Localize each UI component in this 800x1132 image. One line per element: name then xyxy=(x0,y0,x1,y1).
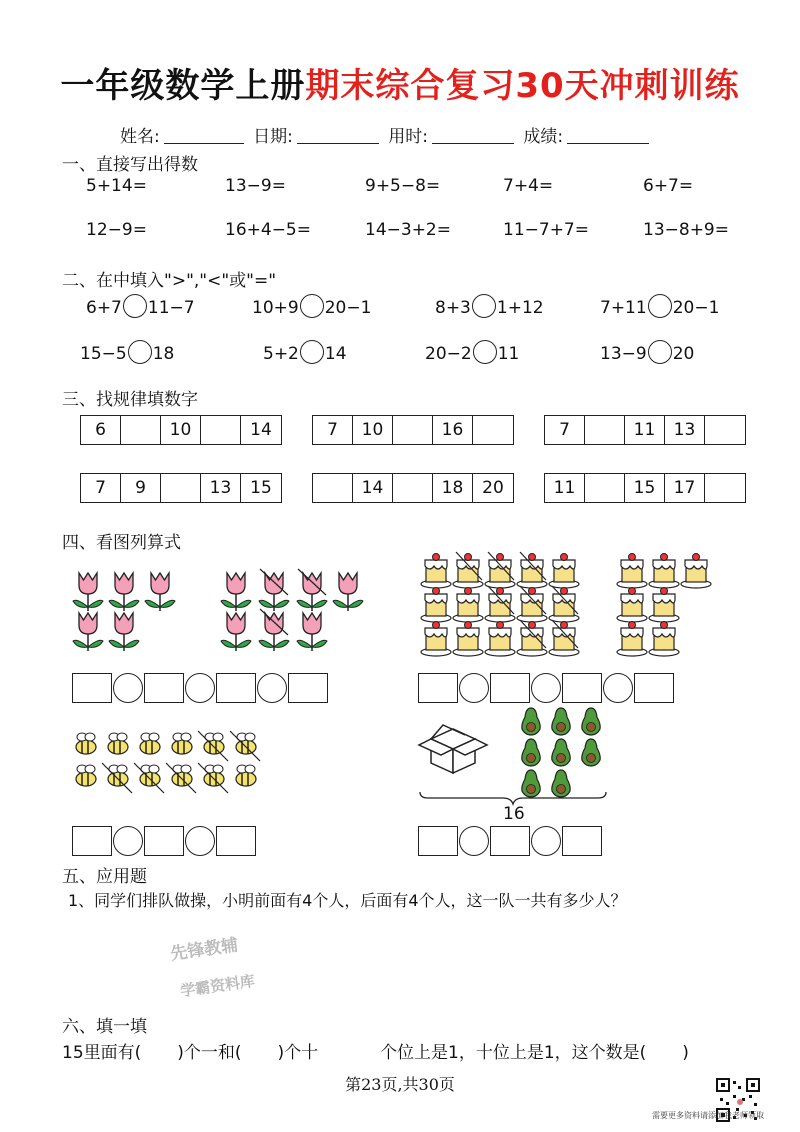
cake-icon xyxy=(649,588,679,623)
bee-icon xyxy=(108,733,128,754)
cake-icon xyxy=(549,622,579,657)
cake-icon xyxy=(681,554,711,589)
eq-1-2: 13−9= xyxy=(225,176,286,196)
answer-box[interactable] xyxy=(418,673,458,703)
seq-cell[interactable]: 14 xyxy=(353,474,393,502)
time-label: 用时: xyxy=(388,127,429,147)
tulip-icon xyxy=(297,613,327,651)
cmp-2-1: 15−5 18 xyxy=(80,340,174,364)
seq-cell[interactable] xyxy=(473,416,513,444)
cake-icon xyxy=(517,622,547,657)
watermark: 学霸资料库 xyxy=(179,971,256,1001)
cake-icon xyxy=(421,622,451,657)
cake-icon xyxy=(485,588,515,623)
bee-picture xyxy=(70,725,275,795)
eq-2-3: 14−3+2= xyxy=(365,220,451,240)
seq-cell[interactable]: 10 xyxy=(353,416,393,444)
section-3-heading: 三、找规律填数字 xyxy=(62,390,198,410)
answer-box[interactable] xyxy=(562,673,602,703)
answer-circle[interactable] xyxy=(123,294,147,318)
cake-icon xyxy=(617,554,647,589)
word-problem-1: 1、同学们排队做操，小明前面有4个人，后面有4个人，这一队一共有多少人？ xyxy=(68,891,627,910)
cake-picture-2 xyxy=(612,550,722,660)
seq-cell[interactable] xyxy=(313,474,353,502)
avocado-icon xyxy=(522,708,540,735)
total-label: 16 xyxy=(503,804,525,824)
answer-row-avocados xyxy=(418,826,602,856)
cake-icon xyxy=(617,588,647,623)
seq-cell[interactable]: 17 xyxy=(665,474,705,502)
watermark: 先锋教辅 xyxy=(169,935,240,965)
cake-icon xyxy=(649,554,679,589)
answer-row-cakes xyxy=(418,673,674,703)
answer-box[interactable] xyxy=(634,673,674,703)
seq-cell[interactable] xyxy=(585,474,625,502)
bee-icon xyxy=(204,733,224,754)
answer-box[interactable] xyxy=(144,673,184,703)
seq-cell[interactable] xyxy=(585,416,625,444)
section-5-heading: 五、应用题 xyxy=(62,867,147,887)
date-label: 日期: xyxy=(253,127,293,147)
seq-cell[interactable] xyxy=(393,416,433,444)
bee-icon xyxy=(204,765,224,786)
sequence-1-2 xyxy=(312,415,514,445)
bee-icon xyxy=(76,765,96,786)
answer-circle[interactable] xyxy=(648,340,672,364)
eq-2-5: 13−8+9= xyxy=(643,220,729,240)
name-field[interactable] xyxy=(164,127,244,144)
cake-icon xyxy=(453,554,483,589)
bee-icon xyxy=(76,733,96,754)
sequence-1-3 xyxy=(544,415,746,445)
operator-circle[interactable] xyxy=(185,826,215,856)
seq-cell[interactable] xyxy=(393,474,433,502)
seq-cell[interactable]: 14 xyxy=(250,420,272,440)
seq-cell[interactable]: 15 xyxy=(250,478,272,498)
footer-note: 需要更多资料请添加我老师领取 xyxy=(652,1111,764,1120)
cmp-2-4: 13−9 20 xyxy=(600,340,694,364)
cake-icon xyxy=(649,622,679,657)
bee-icon xyxy=(140,765,160,786)
page-title xyxy=(0,58,800,107)
seq-cell[interactable]: 18 xyxy=(433,474,473,502)
eq-2-4: 11−7+7= xyxy=(503,220,589,240)
eq-1-1: 5+14= xyxy=(86,176,147,196)
time-field[interactable] xyxy=(432,127,514,144)
title-black: 一年级数学上册 xyxy=(60,66,306,106)
seq-cell[interactable] xyxy=(705,416,745,444)
name-label: 姓名: xyxy=(120,127,160,147)
cmp-1-4: 7+11 20−1 xyxy=(600,294,719,318)
operator-circle[interactable] xyxy=(531,826,561,856)
seq-cell[interactable] xyxy=(121,416,161,444)
cake-icon xyxy=(453,588,483,623)
box-avocado-picture xyxy=(415,705,615,800)
seq-cell[interactable]: 13 xyxy=(201,474,241,502)
tulip-icon xyxy=(145,573,175,611)
seq-cell[interactable]: 9 xyxy=(121,474,161,502)
cake-icon xyxy=(617,622,647,657)
cake-icon xyxy=(421,588,451,623)
avocado-icon xyxy=(552,739,570,766)
answer-circle[interactable] xyxy=(300,340,324,364)
seq-cell[interactable]: 7 xyxy=(545,416,585,444)
cake-icon xyxy=(549,588,579,623)
date-field[interactable] xyxy=(297,127,379,144)
cmp-1-1: 6+7 11−7 xyxy=(86,294,195,318)
cmp-2-2: 5+2 14 xyxy=(263,340,347,364)
seq-cell[interactable]: 13 xyxy=(665,416,705,444)
eq-1-4: 7+4= xyxy=(503,176,554,196)
cake-icon xyxy=(421,554,451,589)
operator-circle[interactable] xyxy=(113,826,143,856)
cake-icon xyxy=(517,554,547,589)
box-icon xyxy=(419,725,487,773)
answer-circle[interactable] xyxy=(472,294,496,318)
cake-icon xyxy=(485,622,515,657)
cmp-2-3: 20−2 11 xyxy=(425,340,519,364)
cake-icon xyxy=(549,554,579,589)
fill-question-1: 15里面有( )个一和( )个十 xyxy=(62,1043,319,1063)
cmp-1-3: 8+3 1+12 xyxy=(435,294,544,318)
section-1-heading: 一、直接写出得数 xyxy=(62,155,198,175)
section-4-heading: 四、看图列算式 xyxy=(62,533,181,553)
section-2-heading: 二、在中填入">","<"或"=" xyxy=(62,271,277,291)
seq-cell[interactable]: 7 xyxy=(313,416,353,444)
cake-icon xyxy=(485,554,515,589)
avocado-icon xyxy=(552,708,570,735)
cake-icon xyxy=(517,588,547,623)
avocado-icon xyxy=(582,739,600,766)
tulip-picture-1 xyxy=(68,565,188,655)
answer-circle[interactable] xyxy=(648,294,672,318)
answer-box[interactable] xyxy=(418,826,458,856)
answer-circle[interactable] xyxy=(128,340,152,364)
avocado-icon xyxy=(582,708,600,735)
student-info-line xyxy=(120,122,653,147)
operator-circle[interactable] xyxy=(603,673,633,703)
answer-row-bees xyxy=(72,826,256,856)
tulip-icon xyxy=(73,613,103,651)
seq-cell[interactable]: 6 xyxy=(81,416,121,444)
seq-cell[interactable]: 11 xyxy=(545,474,585,502)
fill-question-2: 个位上是1，十位上是1，这个数是( ) xyxy=(380,1043,689,1063)
score-label: 成绩: xyxy=(523,127,564,147)
tulip-icon xyxy=(221,613,251,651)
operator-circle[interactable] xyxy=(531,673,561,703)
bee-icon xyxy=(236,733,256,754)
operator-circle[interactable] xyxy=(459,673,489,703)
sequence-1-1 xyxy=(80,415,282,445)
tulip-icon xyxy=(333,573,363,611)
seq-cell[interactable]: 10 xyxy=(161,416,201,444)
seq-cell[interactable] xyxy=(705,474,745,502)
operator-circle[interactable] xyxy=(113,673,143,703)
answer-box[interactable] xyxy=(490,673,530,703)
sequence-2-1 xyxy=(80,473,282,503)
seq-cell[interactable]: 11 xyxy=(625,416,665,444)
tulip-icon xyxy=(221,573,251,611)
seq-cell[interactable] xyxy=(201,416,241,444)
section-6-heading: 六、填一填 xyxy=(62,1017,147,1037)
score-field[interactable] xyxy=(567,127,649,144)
answer-box[interactable] xyxy=(562,826,602,856)
answer-box[interactable] xyxy=(72,826,112,856)
cmp-1-2: 10+9 20−1 xyxy=(252,294,371,318)
answer-box[interactable] xyxy=(216,673,256,703)
sequence-2-3 xyxy=(544,473,746,503)
seq-cell[interactable]: 16 xyxy=(433,416,473,444)
avocado-icon xyxy=(522,739,540,766)
eq-2-2: 16+4−5= xyxy=(225,220,311,240)
seq-cell[interactable] xyxy=(161,474,201,502)
cake-icon xyxy=(453,622,483,657)
title-red: 期末综合复习30天冲刺训练 xyxy=(305,66,740,106)
seq-cell[interactable]: 20 xyxy=(482,478,504,498)
answer-row-tulips xyxy=(72,673,328,703)
answer-box[interactable] xyxy=(288,673,328,703)
page-number: 第23页,共30页 xyxy=(345,1075,455,1094)
sequence-2-2 xyxy=(312,473,514,503)
seq-cell[interactable]: 7 xyxy=(81,474,121,502)
answer-circle[interactable] xyxy=(473,340,497,364)
answer-box[interactable] xyxy=(72,673,112,703)
answer-circle[interactable] xyxy=(300,294,324,318)
bee-icon xyxy=(172,765,192,786)
cake-picture-1 xyxy=(418,550,593,660)
bee-icon xyxy=(236,765,256,786)
tulip-icon xyxy=(109,613,139,651)
answer-box[interactable] xyxy=(490,826,530,856)
answer-box[interactable] xyxy=(144,826,184,856)
tulip-icon xyxy=(73,573,103,611)
operator-circle[interactable] xyxy=(185,673,215,703)
operator-circle[interactable] xyxy=(459,826,489,856)
bee-icon xyxy=(172,733,192,754)
bee-icon xyxy=(108,765,128,786)
bee-icon xyxy=(140,733,160,754)
tulip-picture-2 xyxy=(218,565,368,655)
operator-circle[interactable] xyxy=(257,673,287,703)
eq-1-5: 6+7= xyxy=(643,176,694,196)
tulip-icon xyxy=(109,573,139,611)
eq-2-1: 12−9= xyxy=(86,220,147,240)
answer-box[interactable] xyxy=(216,826,256,856)
seq-cell[interactable]: 15 xyxy=(625,474,665,502)
eq-1-3: 9+5−8= xyxy=(365,176,441,196)
